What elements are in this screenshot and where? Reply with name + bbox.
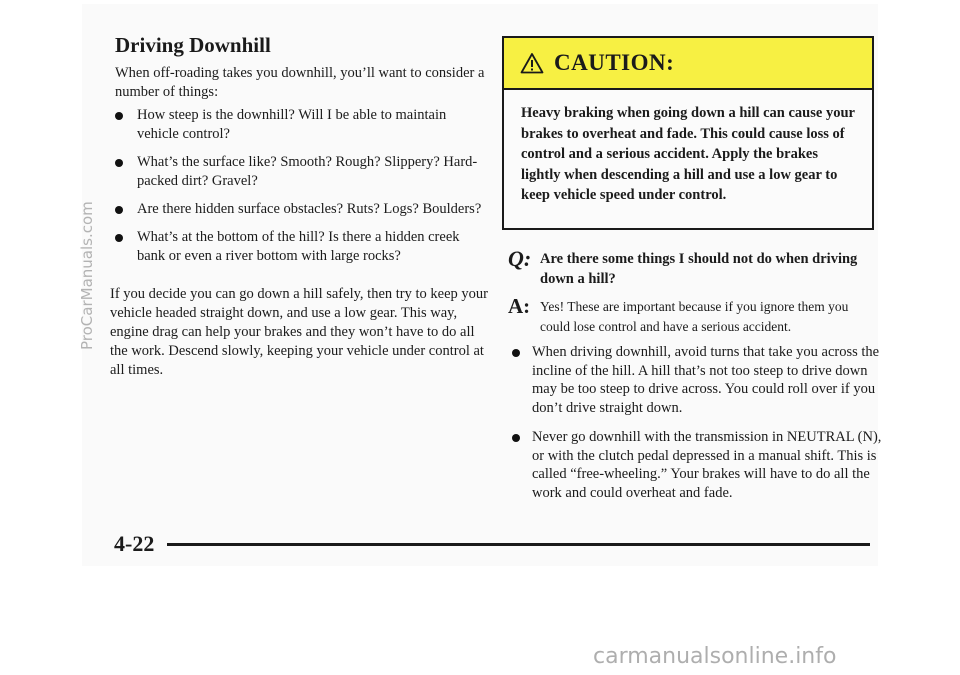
caution-title: CAUTION: [554,50,675,75]
section-heading: Driving Downhill [115,33,271,57]
caution-header [504,38,872,90]
list-item-text: Never go downhill with the transmission in NEUTRAL (N), or with the clutch pedal depressed in a manual shift. This is called “free-wheeling.” Your brakes will have to do all the work and could overheat and fade. [532,428,882,501]
question-text: Are there some things I should not do when driving down a hill? [540,251,858,287]
caution-box [502,36,874,230]
page-number: 4-22 [114,531,155,556]
bullet-icon [115,206,123,214]
intro-paragraph: When off-roading takes you downhill, you’ll want to consider a number of things: [115,65,485,100]
answer-text: Yes! These are important because if you ignore them you could lose control and have a serious accident. [540,299,849,334]
donts-list [510,343,882,513]
warning-triangle-icon [520,52,544,74]
advice-paragraph: If you decide you can go down a hill safely, then try to keep your vehicle headed straight down, and use a low gear. This way, engine drag can help your brakes and they won’t have to do all the work. Descend slowly, keeping your vehicle under control at all times. [110,286,488,378]
footer-divider [167,543,870,546]
caution-text: Heavy braking when going down a hill can cause your brakes to overheat and fade. This could cause loss of control and a serious accident. Apply the brakes lightly when descending a hill and use a low gear to keep vehicle speed under control. [521,105,855,203]
bullet-icon [512,349,520,357]
considerations-list [115,106,490,275]
bottom-watermark: carmanualsonline.info [593,644,837,669]
list-item-text: Are there hidden surface obstacles? Ruts? Logs? Boulders? [137,201,482,217]
question-marker: Q: [508,246,532,271]
side-watermark: ProCarManuals.com [78,201,96,350]
bullet-icon [115,159,123,167]
list-item-text: What’s at the bottom of the hill? Is there a hidden creek bank or even a river bottom with large rocks? [137,229,460,264]
list-item [115,153,490,191]
list-item [510,428,882,503]
answer-marker: A: [508,294,531,318]
list-item [115,228,490,266]
list-item-text: When driving downhill, avoid turns that take you across the incline of the hill. A hill that’s not too steep to drive down may be too steep to drive across. You could roll over if you don’t drive straight down. [532,344,880,417]
list-item-text: How steep is the downhill? Will I be able to maintain vehicle control? [137,107,447,142]
bullet-icon [512,434,520,442]
bullet-icon [115,234,123,242]
list-item [115,200,490,219]
bullet-icon [115,112,123,120]
list-item [510,343,882,418]
list-item [115,106,490,144]
list-item-text: What’s the surface like? Smooth? Rough? Slippery? Hard-packed dirt? Gravel? [137,154,478,189]
